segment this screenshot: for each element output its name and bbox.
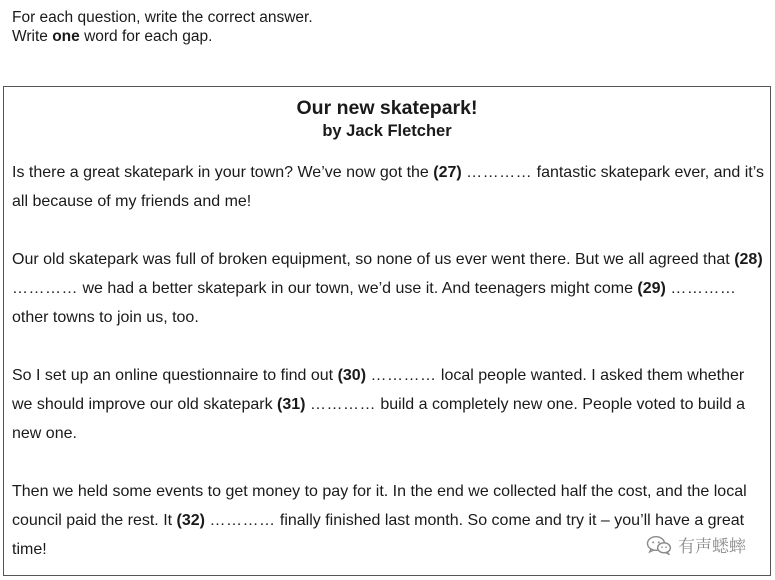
- instruction-text: Write: [12, 28, 53, 45]
- text-run: Is there a great skatepark in your town? We’ve now got the: [12, 164, 434, 181]
- text-run: Then we held some events to get money to pay for it. In the end we collected half the cost, and the local council paid the rest. It: [12, 483, 747, 529]
- instruction-line-2: [12, 27, 313, 46]
- instructions: [12, 8, 313, 46]
- text-run: build a completely new one. People voted to build a new one.: [12, 396, 746, 442]
- text-run: local people wanted. I asked them whether we should improve our old skatepark: [12, 367, 745, 413]
- wechat-icon: [646, 535, 672, 555]
- article-byline: by Jack Fletcher: [322, 122, 452, 140]
- watermark-text: 有声蟋蟀: [678, 537, 746, 556]
- gap-number-29: (29): [637, 280, 666, 297]
- paragraph-2: [12, 245, 764, 332]
- answer-gap-29[interactable]: …………: [670, 280, 737, 297]
- answer-gap-30[interactable]: …………: [370, 367, 437, 384]
- gap-number-30: (30): [337, 367, 367, 384]
- instruction-line-1: For each question, write the correct answer.: [12, 9, 313, 26]
- article-box: [3, 86, 771, 576]
- gap-number-31: (31): [277, 396, 306, 413]
- article-body: [12, 158, 764, 564]
- text-run: other towns to join us, too.: [12, 309, 199, 326]
- watermark: [646, 532, 746, 557]
- answer-gap-27[interactable]: …………: [466, 164, 533, 181]
- answer-gap-31[interactable]: …………: [309, 396, 376, 413]
- text-run: we had a better skatepark in our town, we’d use it. And teenagers might come: [78, 280, 638, 297]
- answer-gap-32[interactable]: …………: [209, 512, 276, 529]
- instruction-text: word for each gap.: [79, 28, 213, 45]
- gap-number-32: (32): [176, 512, 205, 529]
- text-run: So I set up an online questionnaire to find out: [12, 367, 338, 384]
- paragraph-1: [12, 158, 764, 216]
- text-run: finally finished last month. So come and try it – you’ll have a great time!: [12, 512, 745, 558]
- text-run: Our old skatepark was full of broken equipment, so none of us ever went there. But we all agreed that: [12, 251, 735, 268]
- paragraph-3: [12, 361, 764, 448]
- text-run: fantastic skatepark ever, and it’s all because of my friends and me!: [12, 164, 764, 210]
- answer-gap-28[interactable]: …………: [12, 280, 78, 297]
- instruction-emphasis: one: [52, 28, 80, 45]
- article-title: Our new skatepark!: [296, 97, 478, 119]
- gap-number-28: (28): [734, 251, 763, 268]
- gap-number-27: (27): [433, 164, 462, 181]
